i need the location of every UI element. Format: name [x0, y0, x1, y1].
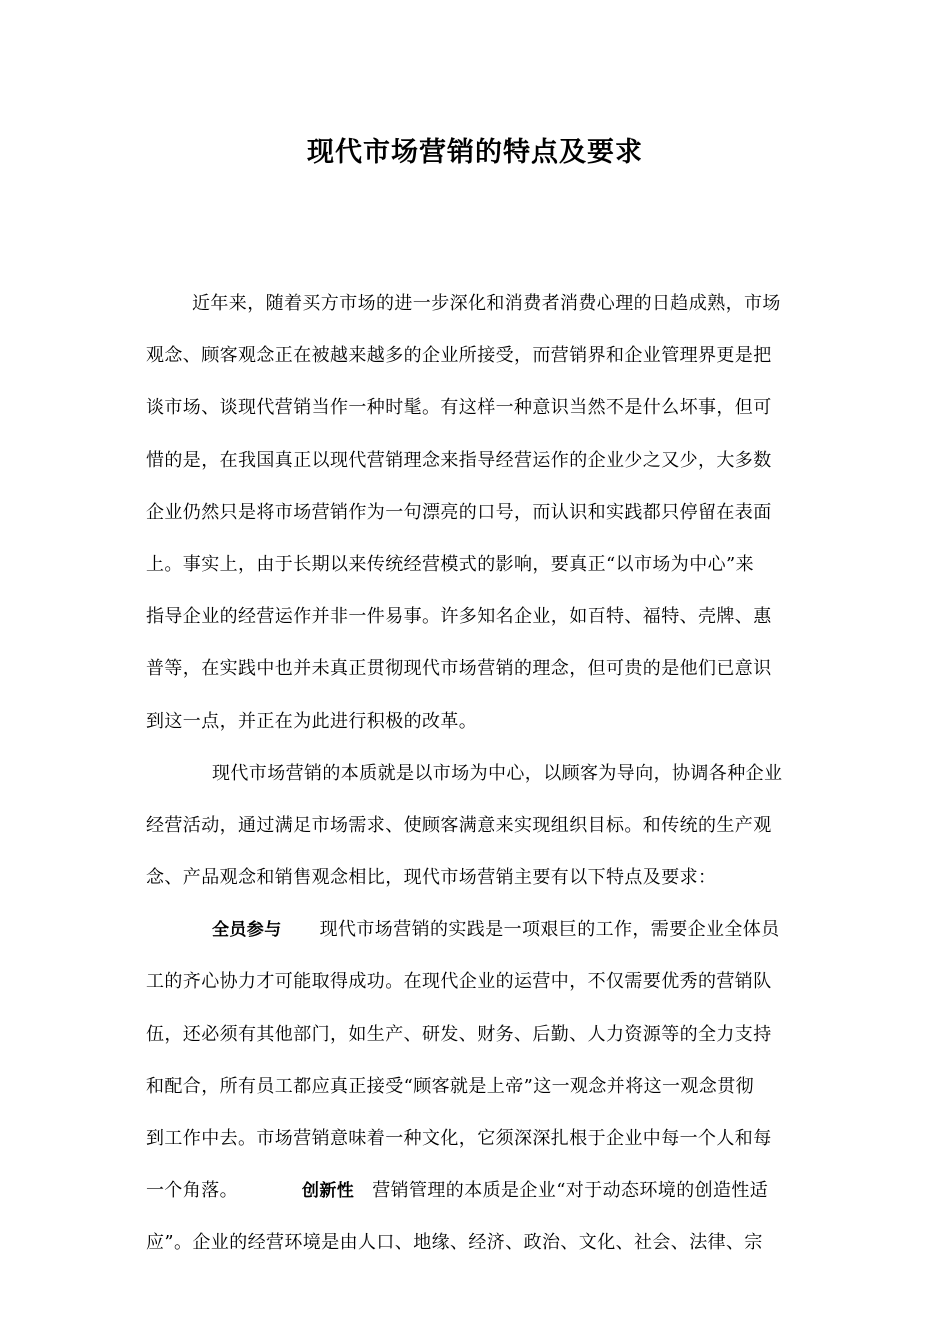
paragraph-line: 和配合，所有员工都应真正接受“顾客就是上帝”这一观念并将这一观念贯彻	[146, 1075, 755, 1097]
section-line	[146, 1175, 806, 1227]
paragraph-line: 到工作中去。市场营销意味着一种文化，它须深深扎根于企业中每一个人和每	[146, 1128, 772, 1149]
paragraph-line: 现代市场营销的本质就是以市场为中心，以顾客为导向，协调各种企业	[212, 762, 783, 784]
paragraph-line: 伍，还必须有其他部门，如生产、研发、财务、后勤、人力资源等的全力支持	[146, 1023, 772, 1045]
paragraph-line: 到这一点，并正在为此进行积极的改革。	[146, 710, 478, 732]
section-heading-all-participation: 全员参与	[212, 920, 282, 941]
paragraph-line: 普等，在实践中也并未真正贯彻现代市场营销的理念，但可贵的是他们已意识	[146, 658, 772, 680]
section-text: 现代市场营销的实践是一项艰巨的工作，需要企业全体员	[319, 919, 780, 941]
paragraph-line: 惜的是，在我国真正以现代营销理念来指导经营运作的企业少之又少，大多数	[146, 449, 772, 471]
section-text: 一个角落。	[146, 1180, 238, 1202]
paragraph-line: 上。事实上，由于长期以来传统经营模式的影响，要真正“以市场为中心”来	[146, 553, 755, 575]
paragraph-line: 观念、顾客观念正在被越来越多的企业所接受，而营销界和企业管理界更是把	[146, 345, 772, 367]
paragraph-line: 念、产品观念和销售观念相比，现代市场营销主要有以下特点及要求：	[146, 867, 717, 889]
document-body	[146, 288, 806, 1280]
section-text: 营销管理的本质是企业“对于动态环境的创造性适	[372, 1180, 769, 1202]
paragraph-line: 应”。企业的经营环境是由人口、地缘、经济、政治、文化、社会、法律、宗	[146, 1232, 763, 1254]
paragraph-line: 近年来，随着买方市场的进一步深化和消费者消费心理的日趋成熟，市场	[192, 293, 781, 314]
section-heading-innovation: 创新性	[302, 1181, 355, 1202]
document-title: 现代市场营销的特点及要求	[307, 137, 643, 168]
paragraph-line: 指导企业的经营运作并非一件易事。许多知名企业，如百特、福特、壳牌、惠	[146, 606, 772, 628]
section-line	[146, 914, 806, 966]
paragraph-line: 工的齐心协力才可能取得成功。在现代企业的运营中，不仅需要优秀的营销队	[146, 971, 772, 993]
paragraph-line: 谈市场、谈现代营销当作一种时髦。有这样一种意识当然不是什么坏事，但可	[146, 397, 772, 419]
paragraph-line: 经营活动，通过满足市场需求、使顾客满意来实现组织目标。和传统的生产观	[146, 814, 772, 836]
paragraph-line: 企业仍然只是将市场营销作为一句漂亮的口号，而认识和实践都只停留在表面	[146, 501, 772, 523]
